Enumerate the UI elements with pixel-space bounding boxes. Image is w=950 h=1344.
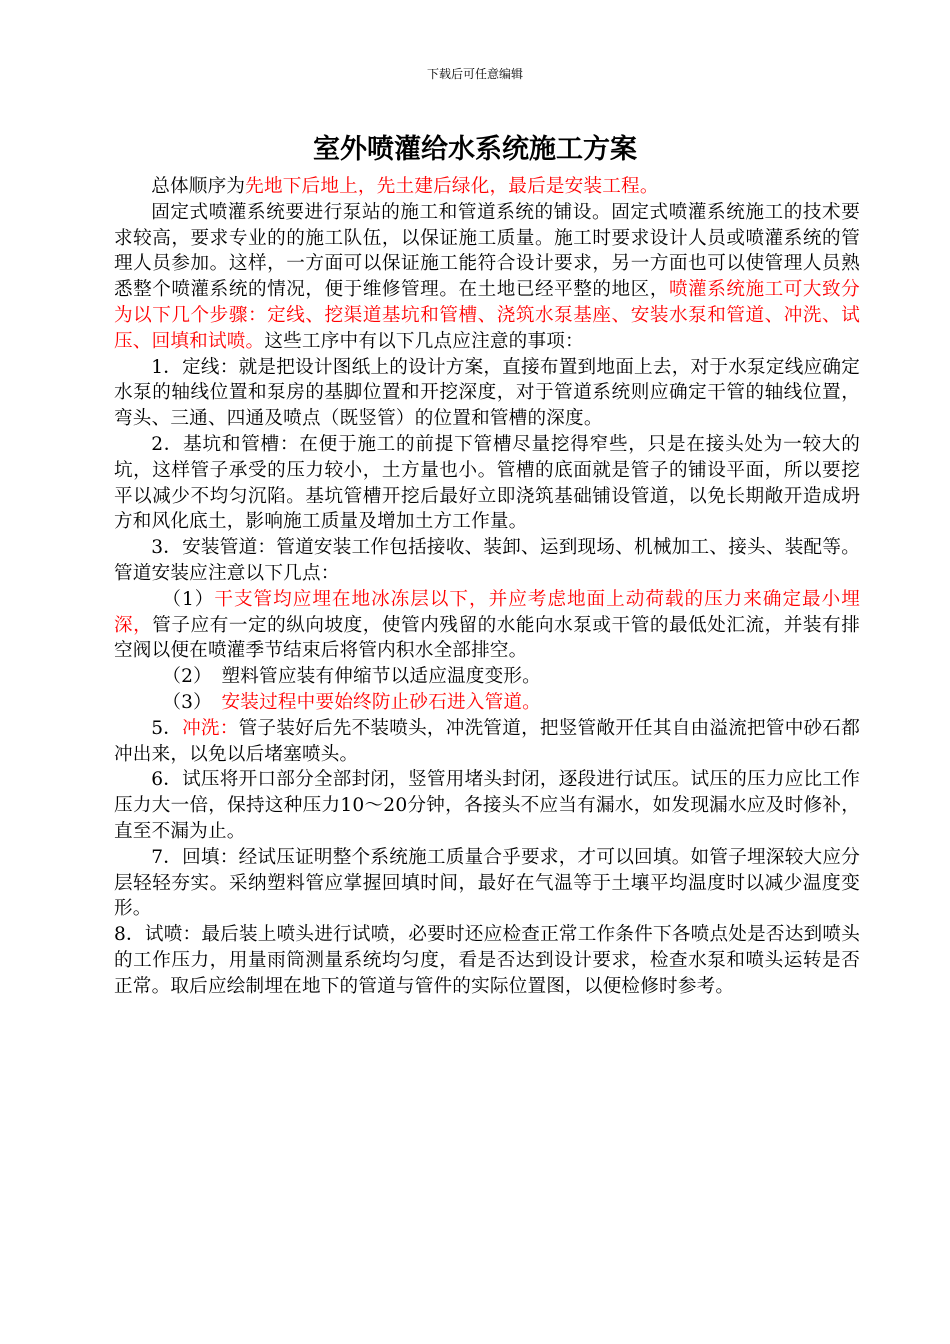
header-note: 下载后可任意编辑 <box>426 67 523 81</box>
paragraph-substep-2: （2） 塑料管应装有伸缩节以适应温度变形。 <box>162 666 541 688</box>
highlight-text: 喷灌系统施工可大致分为以下几个步骤：定线、挖渠道基坑和管槽、浇筑水泵基座、安装水泵和管道、冲洗、试压、回填和试喷。 <box>114 279 860 352</box>
paragraph-step-2: 2．基坑和管槽：在便于施工的前提下管槽尽量挖得窄些，只是在接头处为一较大的坑，这样管子承受的压力较小，土方量也小。管槽的底面就是管子的铺设平面，所以要挖平以减少不均匀沉陷。基坑管槽开挖后最好立即浇筑基础铺设管道，以免长期敞开造成坍方和风化底土，影响施工质量及增加土方工作量。 <box>114 433 860 533</box>
list-number: （3） <box>162 691 222 713</box>
text-segment: 总体顺序为 <box>151 176 246 197</box>
list-number: （1） <box>162 588 215 610</box>
list-number: 5． <box>151 717 183 739</box>
paragraph-overall-order <box>114 174 860 200</box>
text-segment: 管子应有一定的纵向坡度，使管内残留的水能向水泵或干管的最低处汇流，并装有排空阀以便在喷灌季节结束后将管内积水全部排空。 <box>114 614 860 662</box>
text-segment: 这些工序中有以下几点应注意的事项： <box>264 330 584 352</box>
text-segment: 管子装好后先不装喷头，冲洗管道，把竖管敞开任其自由溢流把管中砂石都冲出来，以免以后堵塞喷头。 <box>114 717 860 765</box>
highlight-text: 安装过程中要始终防止砂石进入管道。 <box>221 691 541 713</box>
paragraph-intro <box>114 200 860 355</box>
highlight-text: 干支管均应埋在地冰冻层以下，并应考虑地面上动荷载的压力来确定最小埋深， <box>114 588 860 636</box>
paragraph-step-6: 6．试压将开口部分全部封闭，竖管用堵头封闭，逐段进行试压。试压的压力应比工作压力大一倍，保持这种压力10～20分钟，各接头不应当有漏水，如发现漏水应及时修补，直至不漏为止。 <box>114 769 860 842</box>
text-segment: 固定式喷灌系统要进行泵站的施工和管道系统的铺设。固定式喷灌系统施工的技术要求较高，要求专业的的施工队伍，以保证施工质量。施工时要求设计人员或喷灌系统的管理人员参加。这样，一方面可以保证施工能符合设计要求，另一方面也可以使管理人员熟悉整个喷灌系统的情况，便于维修管理。在土地已经平整的地区， <box>114 201 860 301</box>
highlight-text: 冲洗： <box>182 717 239 739</box>
paragraph-step-7: 7．回填：经试压证明整个系统施工质量合乎要求，才可以回填。如管子埋深较大应分层轻轻夯实。采纳塑料管应掌握回填时间，最好在气温等于土壤平均温度时以减少温度变形。 <box>114 846 860 920</box>
document-title: 室外喷灌给水系统施工方案 <box>313 134 637 165</box>
paragraph-step-1: 1．定线：就是把设计图纸上的设计方案，直接布置到地面上去，对于水泵定线应确定水泵的轴线位置和泵房的基脚位置和开挖深度，对于管道系统则应确定干管的轴线位置，弯头、三通、四通及喷点（既竖管）的位置和管槽的深度。 <box>114 356 860 430</box>
document-body <box>114 174 860 1000</box>
highlight-text: 先地下后地上，先土建后绿化，最后是安装工程。 <box>245 176 659 197</box>
paragraph-step-5 <box>114 716 860 768</box>
paragraph-substep-3 <box>114 690 860 716</box>
paragraph-step-8: 8．试喷：最后装上喷头进行试喷，必要时还应检查正常工作条件下各喷点处是否达到喷头的工作压力，用量雨筒测量系统均匀度，看是否达到设计要求，检查水泵和喷头运转是否正常。取后应绘制埋在地下的管道与管件的实际位置图，以便检修时参考。 <box>114 924 860 997</box>
paragraph-substep-1 <box>114 587 860 664</box>
paragraph-step-3: 3．安装管道：管道安装工作包括接收、装卸、运到现场、机械加工、接头、装配等。管道安装应注意以下几点： <box>114 537 860 584</box>
